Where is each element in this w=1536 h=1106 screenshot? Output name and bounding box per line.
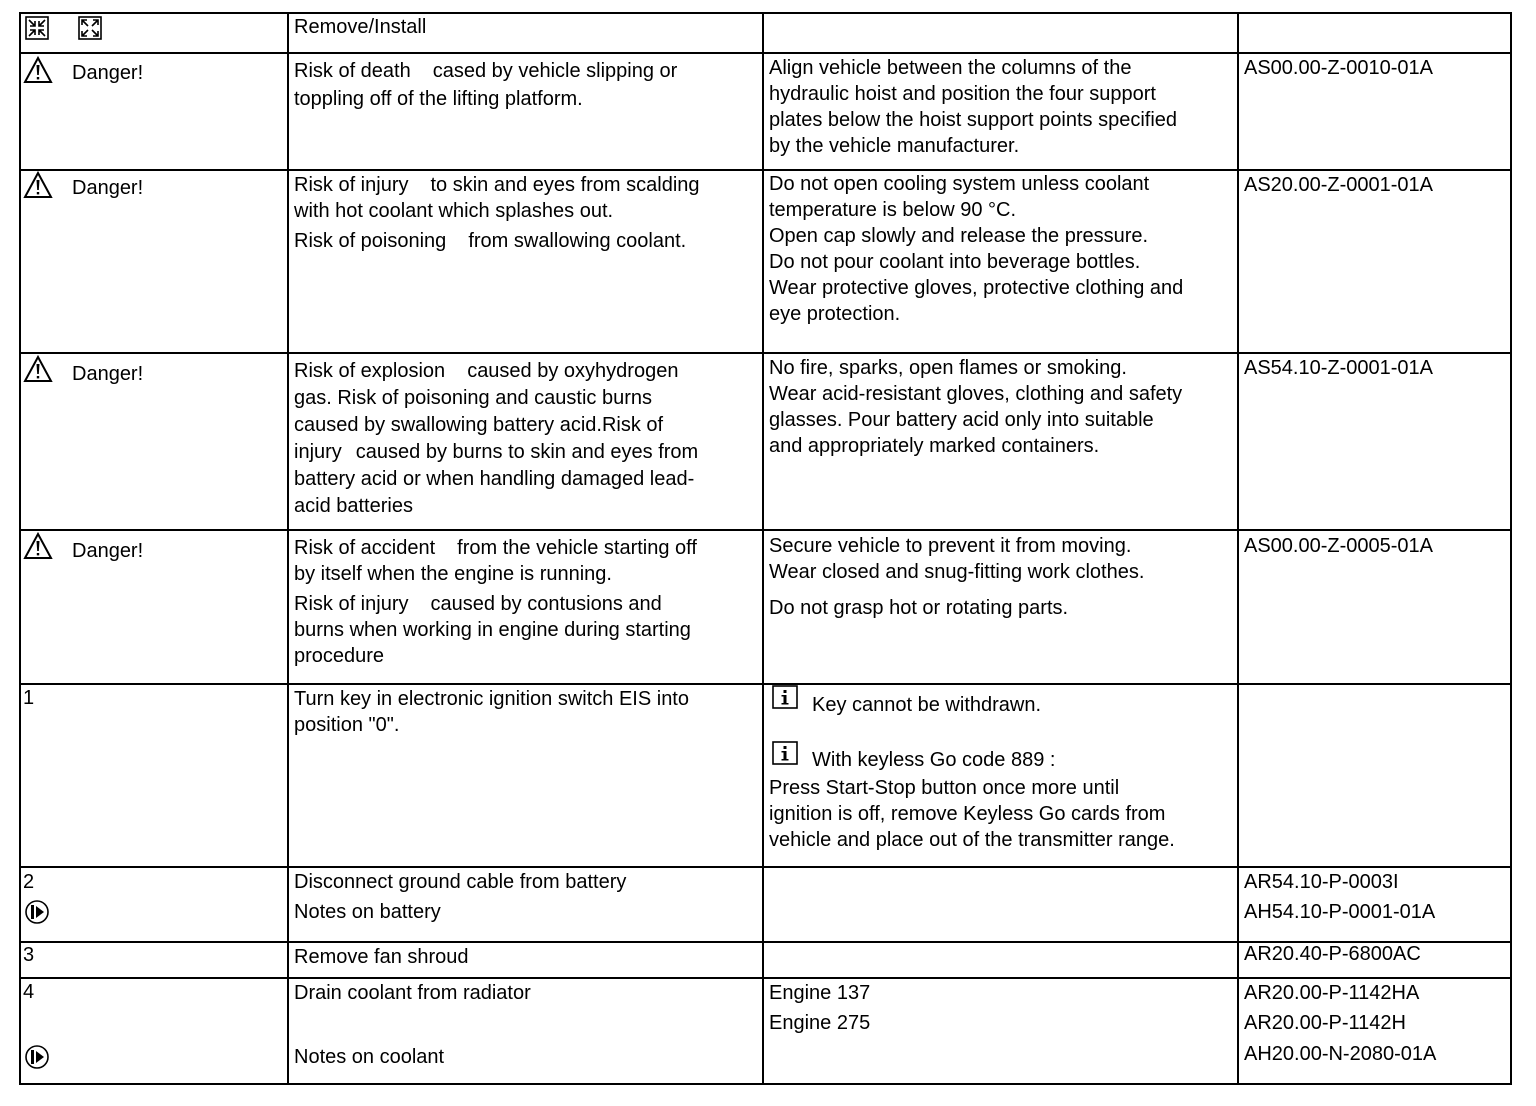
reference-code[interactable]: AR20.00-P-1142H [1244, 1012, 1406, 1034]
reference-code[interactable]: AR20.00-P-1142HA [1244, 982, 1420, 1004]
step-number: 3 [23, 944, 35, 966]
reference-code[interactable]: AH20.00-N-2080-01A [1244, 1043, 1437, 1065]
step-number: 2 [23, 871, 35, 893]
engine-variant: Engine 275 [769, 1012, 871, 1034]
procedure-table [19, 12, 1512, 1085]
step-number: 1 [23, 687, 35, 709]
row-divider [19, 977, 1512, 979]
reference-code[interactable]: AS00.00-Z-0005-01A [1244, 535, 1434, 557]
reference-code[interactable]: AS20.00-Z-0001-01A [1244, 174, 1434, 196]
danger-label: Danger! [72, 62, 144, 84]
reference-code[interactable]: AR20.40-P-6800AC [1244, 943, 1421, 965]
reference-code[interactable]: AH54.10-P-0001-01A [1244, 901, 1436, 923]
step-task: Remove fan shroud [294, 946, 469, 968]
column-divider [287, 12, 289, 1085]
danger-label: Danger! [72, 540, 144, 562]
info-note: With keyless Go code 889 : [812, 749, 1056, 771]
column-divider [762, 12, 764, 1085]
danger-label: Danger! [72, 177, 144, 199]
column-divider [1237, 12, 1239, 1085]
warning-triangle-icon [23, 532, 53, 560]
step-task: Disconnect ground cable from battery [294, 871, 627, 893]
danger-label: Danger! [72, 363, 144, 385]
risk-text: Risk of death cased by vehicle slipping or toppling off of the lifting platform. [294, 60, 678, 110]
warning-triangle-icon [23, 355, 53, 383]
step-number: 4 [23, 981, 35, 1003]
row-divider [19, 352, 1512, 354]
engine-variant: Engine 137 [769, 982, 871, 1004]
measure-text: Align vehicle between the columns of the hydraulic hoist and position the four support plates below the hoist support points specified by the vehicle manufacturer. [769, 57, 1178, 157]
info-note-detail: Press Start-Stop button once more until ignition is off, remove Keyless Go cards from vehicle and place out of the transmitter range. [769, 777, 1175, 851]
remove-symbol-icon [25, 16, 49, 40]
warning-triangle-icon [23, 56, 53, 84]
row-divider [19, 683, 1512, 685]
measure-text: Do not open cooling system unless coolant temperature is below 90 °C. Open cap slowly and release the pressure. Do not pour coolant into beverage bottles. Wear protective gloves, protective clothing and eye protection. [769, 173, 1184, 325]
step-note-link[interactable]: Notes on coolant [294, 1046, 445, 1068]
pointer-note-icon [24, 899, 50, 925]
measure-text: Secure vehicle to prevent it from moving. Wear closed and snug-fitting work clothes. Do not grasp hot or rotating parts. [769, 535, 1145, 619]
page-title: Remove/Install [294, 16, 427, 38]
info-icon [772, 741, 798, 765]
info-icon [772, 685, 798, 709]
step-task: Turn key in electronic ignition switch EIS into position "0". [294, 688, 689, 736]
row-divider [19, 169, 1512, 171]
reference-code[interactable]: AS54.10-Z-0001-01A [1244, 357, 1434, 379]
row-divider [19, 52, 1512, 54]
warning-triangle-icon [23, 171, 53, 199]
risk-text: Risk of explosion caused by oxyhydrogen gas. Risk of poisoning and caustic burns caused by swallowing battery acid.Risk of injury caused by burns to skin and eyes from battery acid or when handling damaged lead- acid batteries [294, 360, 699, 517]
install-symbol-icon [78, 16, 102, 40]
info-note: Key cannot be withdrawn. [812, 694, 1042, 716]
pointer-note-icon [24, 1044, 50, 1070]
measure-text: No fire, sparks, open flames or smoking. Wear acid-resistant gloves, clothing and safety glasses. Pour battery acid only into suitable and appropriately marked containers. [769, 357, 1183, 457]
row-divider [19, 529, 1512, 531]
step-note-link[interactable]: Notes on battery [294, 901, 441, 923]
row-divider [19, 866, 1512, 868]
risk-text: Risk of injury to skin and eyes from scalding with hot coolant which splashes out. Risk of poisoning from swallowing coolant. [294, 174, 700, 252]
step-task: Drain coolant from radiator [294, 982, 531, 1004]
risk-text: Risk of accident from the vehicle starting off by itself when the engine is running. Risk of injury caused by contusions and burns when working in engine during starting procedure [294, 537, 697, 667]
reference-code[interactable]: AR54.10-P-0003I [1244, 871, 1399, 893]
reference-code[interactable]: AS00.00-Z-0010-01A [1244, 57, 1434, 79]
